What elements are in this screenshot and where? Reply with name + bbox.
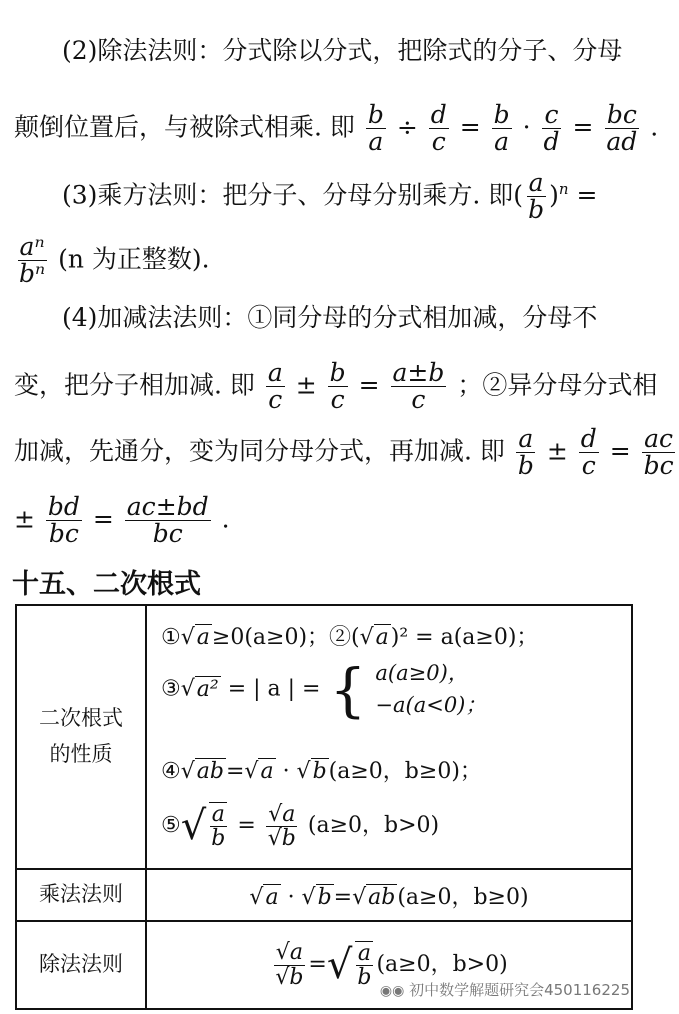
radicand: a (260, 759, 274, 784)
radicand: a (375, 625, 389, 650)
p2-line2 (14, 102, 658, 156)
watermark (380, 979, 630, 1000)
equals-sign: = (308, 952, 327, 977)
property-3: ③√a² = | a | = { a(a≥0)， −a(a<0)； (161, 655, 487, 724)
property-1: ①√a≥0(a≥0)；②(√a)² = a(a≥0)； (161, 625, 539, 650)
denominator: c (330, 385, 345, 415)
radicand: ab (368, 884, 396, 910)
denominator: √b (275, 964, 304, 990)
multiplication-rule-cell: √a · √b=√ab(a≥0，b≥0) (146, 869, 632, 921)
p2-fraction-2 (429, 102, 449, 156)
numerator: a (357, 940, 371, 966)
equals-sign: = (237, 813, 256, 839)
numerator: b (367, 100, 384, 129)
denominator: b (528, 195, 545, 225)
denominator: a (494, 127, 510, 157)
section-heading: 十五、二次根式 (12, 569, 201, 600)
p2-fraction-3 (492, 102, 512, 156)
denominator: c (411, 385, 426, 415)
numerator: b (329, 358, 346, 387)
denominator: b (517, 451, 534, 481)
numerator: a±b (392, 358, 445, 387)
close-paren: ) (549, 180, 559, 210)
p4-fraction-1 (266, 360, 285, 414)
equals-sign: = (576, 180, 598, 210)
radicand: b (312, 759, 327, 784)
plus-minus-sign: ± (14, 504, 35, 534)
p4-line2 (14, 360, 657, 414)
p4-fraction-7 (46, 494, 82, 548)
left-brace: { (329, 655, 367, 724)
p3-line1-text: (3)乘方法则：把分子、分母分别乘方. 即( (62, 180, 524, 210)
row-label-multiplication: 乘法法则 (16, 869, 146, 921)
denominator: b (211, 826, 226, 852)
p3-line2-text: (n 为正整数). (58, 244, 210, 274)
circled-number: ④ (161, 759, 181, 784)
row-label-properties (16, 605, 146, 869)
p4-line3 (14, 426, 679, 480)
denominator: d (543, 127, 560, 157)
division-rule-cell: $\frac{√a}{√b}$ =√ $\frac{a}{b}$ (a≥0，b>0) (146, 921, 632, 1009)
radicand: b (317, 884, 332, 910)
p2-fraction-1 (366, 102, 386, 156)
period: . (650, 112, 659, 142)
dot-sign: · (287, 884, 295, 910)
exponent: n (558, 179, 569, 198)
numerator: d (580, 424, 597, 453)
numerator: c (544, 100, 559, 129)
denominator: √b (267, 825, 296, 851)
p3-fraction (526, 170, 546, 224)
p4-fraction-2 (328, 360, 348, 414)
p4-line4 (14, 494, 230, 548)
p4-fraction-3 (391, 360, 447, 414)
circled-number: ⑤ (161, 813, 181, 839)
radical-fraction (355, 941, 373, 989)
plus-minus-sign: ± (295, 370, 317, 400)
property-text: = | a | = (227, 676, 321, 702)
p3-line2 (14, 234, 210, 288)
divide-sign: ÷ (396, 112, 418, 142)
circled-number: ③ (161, 676, 181, 702)
denominator: bc (643, 451, 674, 481)
period: . (221, 504, 230, 534)
dot-sign: · (282, 759, 290, 784)
p4-fraction-4 (516, 426, 536, 480)
denominator: c (268, 385, 283, 415)
case-1: a(a≥0)， (375, 661, 469, 685)
equals-sign: = (333, 884, 353, 910)
plus-minus-sign: ± (546, 436, 568, 466)
rule-condition: (a≥0，b>0) (376, 952, 508, 977)
p4-fraction-5 (579, 426, 599, 480)
radical-fraction (209, 802, 227, 850)
p4-line2-tail: ；②异分母分式相 (457, 370, 658, 400)
dot-sign: · (522, 112, 531, 142)
property-text: )² = a(a≥0)； (390, 625, 539, 650)
table-row (16, 869, 632, 921)
radicand: a² (196, 676, 219, 702)
p4-fraction-6 (642, 426, 676, 480)
numerator: a (518, 424, 534, 453)
numerator: aⁿ (19, 232, 45, 261)
property-4: ④√ab=√a · √b(a≥0，b≥0)； (161, 759, 482, 784)
denominator: c (431, 127, 446, 157)
property-text: ≥0(a≥0)；②( (211, 625, 360, 650)
numerator: √a (268, 801, 296, 827)
label-line: 的性质 (49, 742, 113, 766)
radicand: a (196, 625, 210, 650)
wechat-icon: ◉◉ (379, 983, 405, 999)
numerator: √a (275, 940, 303, 966)
denominator: bc (152, 519, 183, 549)
watermark-text: 初中数学解题研究会450116225 (409, 981, 630, 999)
root-fraction (266, 803, 298, 850)
radical-properties-table (15, 604, 633, 1010)
numerator: a (211, 802, 225, 827)
radicand: a (265, 884, 279, 910)
numerator: b (493, 100, 510, 129)
property-5: ⑤√ $\frac{a}{b}$ = $\frac{√a}{√b}$ (a≥0，b>0) (161, 801, 440, 852)
p2-fraction-5 (604, 102, 639, 156)
root-fraction (273, 941, 305, 988)
piecewise-cases (375, 658, 486, 721)
denominator: bⁿ (19, 259, 46, 289)
numerator: ac (644, 424, 674, 453)
p3-line1 (62, 170, 597, 224)
rule-condition: (a≥0，b≥0) (397, 884, 529, 910)
label-line: 二次根式 (39, 706, 123, 731)
equals-sign: = (572, 112, 594, 142)
p4-line1: (4)加减法法则：①同分母的分式相加减，分母不 (62, 303, 598, 332)
denominator: ad (606, 127, 638, 157)
p2-fraction-4 (541, 102, 561, 156)
table-row (16, 605, 632, 869)
property-text: (a≥0，b>0) (307, 813, 440, 839)
equals-sign: = (92, 504, 114, 534)
equals-sign: = (358, 370, 380, 400)
circled-number: ① (161, 625, 181, 650)
equals-sign: = (459, 112, 481, 142)
p3-power-fraction (17, 234, 47, 288)
denominator: bc (48, 519, 79, 549)
numerator: a (528, 168, 544, 197)
numerator: d (430, 100, 447, 129)
numerator: ac±bd (126, 492, 209, 521)
p2-line1: (2)除法法则：分式除以分式，把除式的分子、分母 (62, 36, 623, 65)
p4-line3-text: 加减，先通分，变为同分母分式，再加减. 即 (14, 436, 505, 466)
numerator: bd (47, 492, 80, 521)
p2-line2-text: 颠倒位置后，与被除式相乘. 即 (14, 112, 355, 142)
row-label-division: 除法法则 (16, 921, 146, 1009)
radicand: ab (196, 759, 224, 784)
equals-sign: = (225, 759, 245, 784)
equals-sign: = (609, 436, 631, 466)
properties-cell (146, 605, 632, 869)
denominator: c (581, 451, 596, 481)
property-text: (a≥0，b≥0)； (328, 759, 482, 784)
p4-fraction-8 (125, 494, 211, 548)
denominator: a (368, 127, 384, 157)
numerator: bc (606, 100, 637, 129)
p4-line2-text: 变，把分子相加减. 即 (14, 370, 255, 400)
denominator: b (357, 965, 372, 990)
case-2: −a(a<0)； (375, 692, 487, 717)
numerator: a (267, 358, 283, 387)
